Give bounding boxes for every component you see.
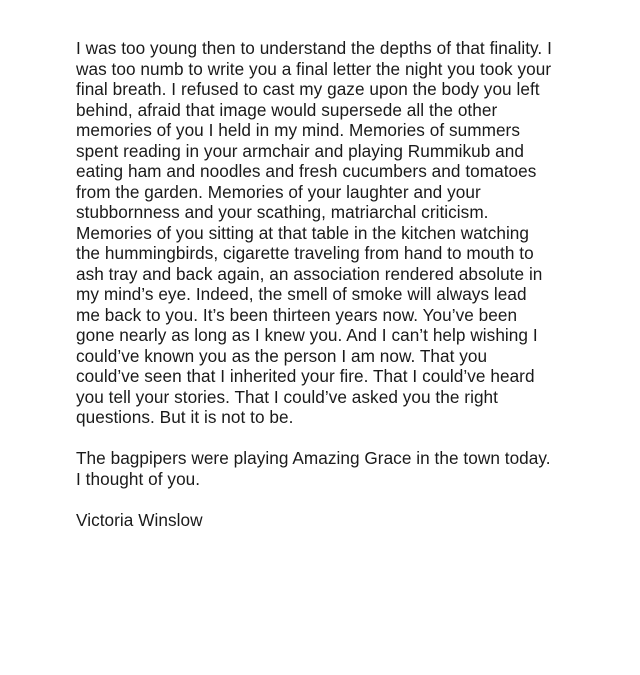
text-line: spent reading in your armchair and playing Rummikub and	[76, 140, 524, 161]
signature: Victoria Winslow	[76, 509, 203, 530]
paragraph-gap	[76, 489, 576, 510]
text-line: Memories of you sitting at that table in the kitchen watching	[76, 222, 530, 243]
text-line: gone nearly as long as I knew you. And I can’t help wishing I	[76, 325, 538, 345]
text-line: The bagpipers were playing Amazing Grace in the town today.	[76, 448, 551, 468]
text-line: me back to you. It’s been thirteen years now. You’ve been	[76, 304, 518, 325]
text-line: eating ham and noodles and fresh cucumbers and tomatoes	[76, 161, 537, 181]
text-line: memories of you I held in my mind. Memories of summers	[76, 120, 520, 140]
text-line: could’ve known you as the person I am now. That you	[76, 345, 488, 366]
text-line: behind, afraid that image would supersede all the other	[76, 99, 498, 120]
letter-text	[76, 38, 576, 530]
text-line: you tell your stories. That I could’ve asked you the right	[76, 386, 498, 407]
text-line: stubbornness and your scathing, matriarchal criticism.	[76, 202, 489, 222]
text-line: I was too young then to understand the depths of that finality. I	[76, 38, 552, 58]
text-line: from the garden. Memories of your laughter and your	[76, 181, 481, 202]
text-line: questions. But it is not to be.	[76, 407, 294, 427]
text-line: was too numb to write you a final letter the night you took your	[76, 58, 552, 79]
paragraph-2	[76, 448, 576, 489]
paragraph-1	[76, 38, 576, 428]
text-line: final breath. I refused to cast my gaze upon the body you left	[76, 79, 540, 99]
text-line: my mind’s eye. Indeed, the smell of smoke will always lead	[76, 284, 527, 304]
text-line: the hummingbirds, cigarette traveling from hand to mouth to	[76, 243, 534, 263]
text-line: could’ve seen that I inherited your fire. That I could’ve heard	[76, 366, 535, 386]
text-line: ash tray and back again, an association rendered absolute in	[76, 263, 543, 284]
paragraph-gap	[76, 428, 576, 449]
text-line: I thought of you.	[76, 468, 201, 489]
